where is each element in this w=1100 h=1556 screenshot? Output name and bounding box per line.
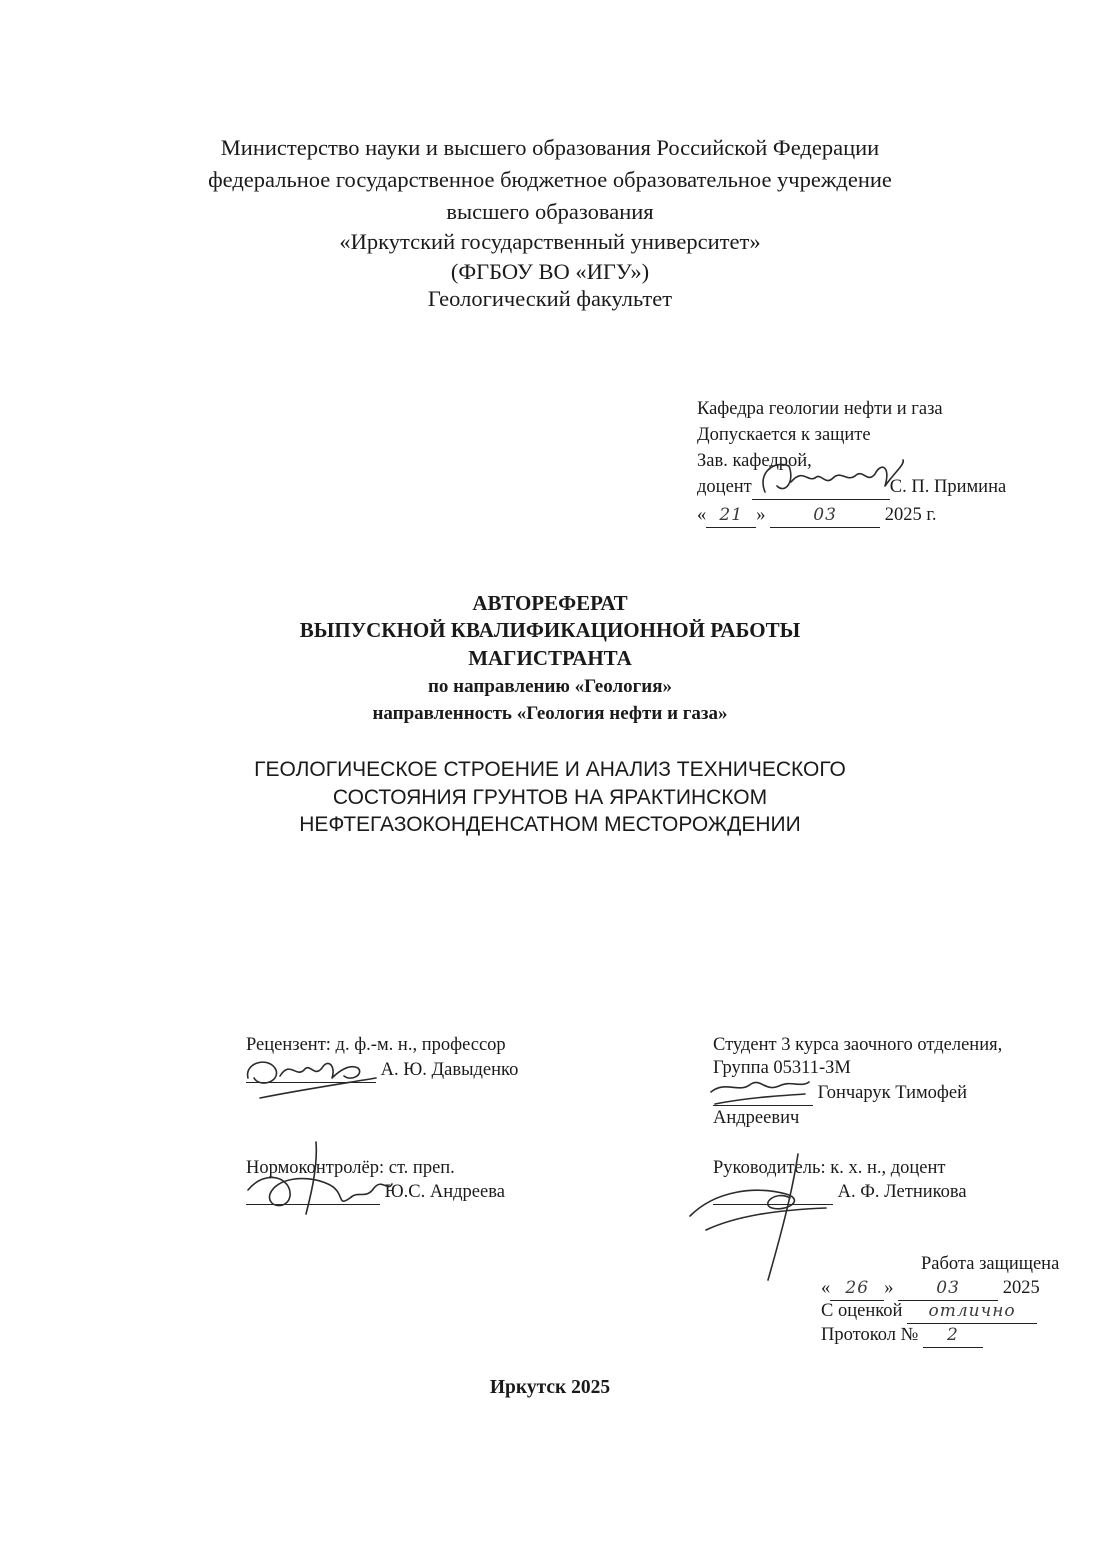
city-year: Иркутск 2025	[489, 1377, 611, 1398]
student-signature	[705, 1070, 815, 1115]
student-patronymic: Андреевич	[713, 1108, 800, 1128]
grade-value: отлично	[907, 1299, 1037, 1324]
normcontrol-signature	[236, 1138, 396, 1218]
approval-date: « 21 » 03 2025 г.	[697, 503, 937, 528]
grade-label: С оценкой	[821, 1301, 903, 1321]
study-focus: направленность «Геология нефти и газа»	[372, 703, 728, 724]
defense-date-year: 2025	[1002, 1278, 1040, 1298]
faculty-name: Геологический факультет	[427, 286, 673, 311]
normcontrol-role: Нормоконтролёр: ст. преп.	[246, 1158, 455, 1178]
thesis-topic-line3: НЕФТЕГАЗОКОНДЕНСАТНОМ МЕСТОРОЖДЕНИИ	[299, 813, 801, 836]
approval-date-month: 03	[770, 503, 880, 528]
department-name: Кафедра геологии нефти и газа	[697, 399, 943, 419]
defense-protocol	[821, 1323, 983, 1348]
defense-grade	[821, 1299, 1037, 1324]
ministry-line: Министерство науки и высшего образования Российской Федерации	[220, 135, 880, 160]
defense-date-month: 03	[898, 1276, 998, 1301]
protocol-label: Протокол №	[821, 1325, 919, 1345]
university-abbrev: (ФГБОУ ВО «ИГУ»)	[450, 259, 650, 284]
approval-date-year: 2025 г.	[884, 505, 937, 525]
doc-title-line3: МАГИСТРАНТА	[468, 646, 632, 670]
reviewer-role: Рецензент: д. ф.-м. н., профессор	[246, 1035, 506, 1055]
doc-title: АВТОРЕФЕРАТ	[472, 591, 628, 615]
education-level-line: высшего образования	[446, 199, 654, 224]
reviewer-name: А. Ю. Давыденко	[380, 1060, 519, 1080]
institution-type-line: федеральное государственное бюджетное образовательное учреждение	[208, 167, 892, 192]
head-name: С. П. Примина	[889, 477, 1007, 497]
supervisor-name: А. Ф. Летникова	[837, 1182, 967, 1202]
university-name: «Иркутский государственный университет»	[339, 229, 761, 254]
student-course: Студент 3 курса заочного отделения,	[713, 1035, 1003, 1055]
supervisor-role: Руководитель: к. х. н., доцент	[713, 1158, 946, 1178]
thesis-topic-line1: ГЕОЛОГИЧЕСКОЕ СТРОЕНИЕ И АНАЛИЗ ТЕХНИЧЕСКОГО	[254, 758, 846, 781]
defense-date-day: 26	[830, 1276, 884, 1301]
student-group: Группа 05311-ЗМ	[713, 1058, 851, 1078]
supervisor-signature	[686, 1150, 836, 1290]
thesis-topic-line2: СОСТОЯНИЯ ГРУНТОВ НА ЯРАКТИНСКОМ	[332, 786, 768, 809]
approval-date-day: 21	[706, 503, 756, 528]
head-label: Зав. кафедрой,	[697, 451, 812, 471]
doc-title-line2: ВЫПУСКНОЙ КВАЛИФИКАЦИОННОЙ РАБОТЫ	[299, 618, 801, 642]
student-name: Гончарук Тимофей	[817, 1083, 968, 1103]
protocol-number: 2	[923, 1323, 983, 1348]
reviewer-signature	[240, 1048, 380, 1103]
admitted-text: Допускается к защите	[697, 425, 871, 445]
defense-label: Работа защищена	[921, 1254, 1060, 1274]
study-direction: по направлению «Геология»	[427, 676, 672, 697]
head-position: доцент	[697, 477, 752, 497]
head-signature	[755, 452, 915, 502]
defense-date: « 26 » 03 2025	[821, 1276, 1040, 1301]
normcontrol-name: Ю.С. Андреева	[384, 1182, 505, 1202]
